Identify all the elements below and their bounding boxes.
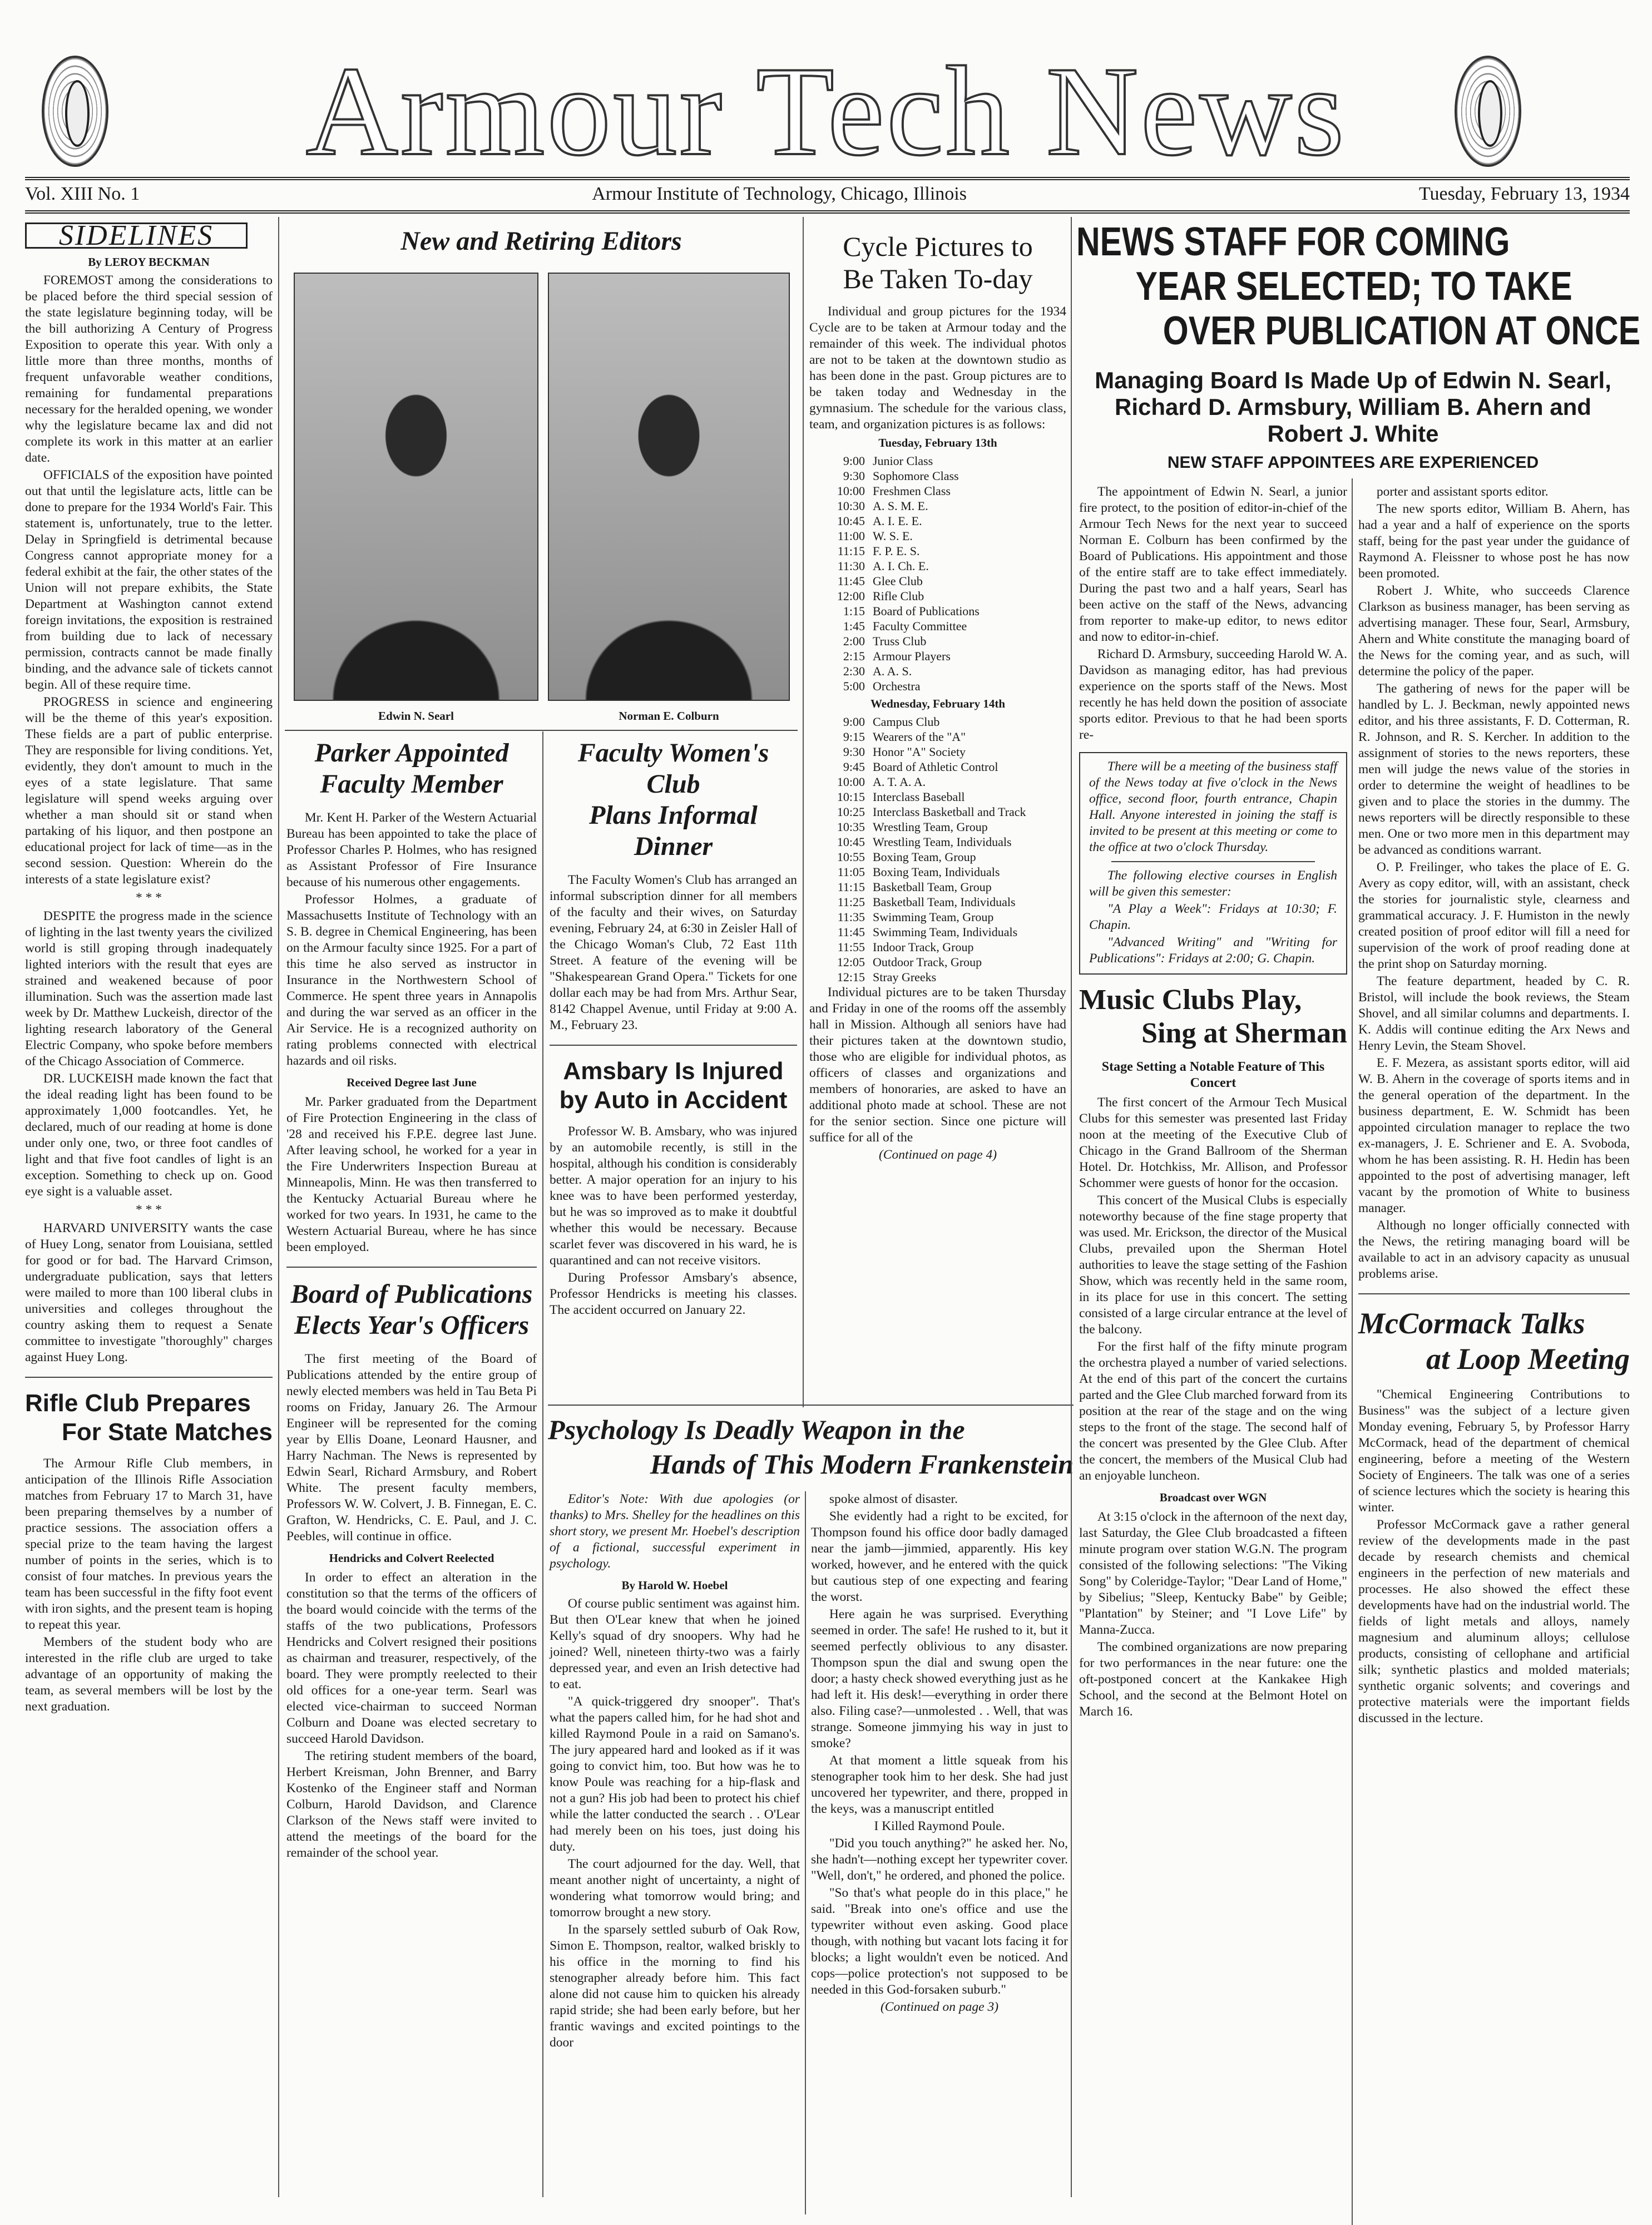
news-staff-headline bbox=[1076, 220, 1641, 353]
schedule-time: 10:35 bbox=[837, 820, 865, 834]
headline-line: Board of Publications bbox=[290, 1279, 533, 1309]
manuscript-title: I Killed Raymond Poule. bbox=[874, 1819, 1005, 1833]
paragraph: At 3:15 o'clock in the afternoon of the next day, last Saturday, the Glee Club broadcasted a fifteen minute program over station W.G.N. The program consisted of the following selections: "The Viking Song" by Coleridge-Taylor; "Dear Land of Home," by Sibelius; "Sleep, Kentucky Babe" by Geible; "Plantation" by Steiner; and "I Love Life" by Manna-Zucca. bbox=[1079, 1510, 1347, 1637]
schedule-group: Swimming Team, Group bbox=[873, 910, 994, 924]
editors-title: New and Retiring Editors bbox=[400, 226, 682, 256]
photo-norman-colburn bbox=[548, 273, 790, 701]
schedule-time: 10:25 bbox=[837, 805, 865, 819]
institution: Armour Institute of Technology, Chicago, Illinois bbox=[592, 184, 967, 204]
paragraph: O. P. Freilinger, who takes the place of E. G. Avery as copy editor, will, with an assistant, check the stories for journalistic style, clearness and grammatical accuracy. J. F. Humiston in the newly created position of proof editor will fill a need for supervision of the work of proof reading done at the print shop on Saturday morning. bbox=[1358, 860, 1630, 971]
schedule-time: 10:55 bbox=[837, 850, 865, 864]
paragraph: The new sports editor, William B. Ahern, has had a year and a half of experience on the sports staff, being for the past year under the guidance of Raymond A. Fleissner to whose post he has now been promoted. bbox=[1358, 502, 1630, 581]
schedule-row bbox=[826, 819, 1066, 834]
schedule-time: 10:15 bbox=[837, 790, 865, 804]
paragraph: Mr. Parker graduated from the Department of Fire Protection Engineering in the class of '28 and received his F.P.E. degree last June. After leaving school, he worked for a year in the Fire Underwriters Inspection Bureau at Minneapolis, Minn. He was then transferred to the Kentucky Actuarial Bureau where he worked for two years. In 1931, he came to the Western Actuarial Bureau, where he has since been employed. bbox=[286, 1095, 537, 1254]
schedule-time: 1:15 bbox=[843, 604, 865, 618]
paragraph: porter and assistant sports editor. bbox=[1376, 484, 1549, 499]
article-text bbox=[550, 1596, 800, 2051]
cycle-headline bbox=[809, 230, 1066, 295]
column-5 bbox=[1079, 484, 1347, 1721]
schedule-row bbox=[826, 729, 1066, 744]
schedule-group: Glee Club bbox=[873, 574, 923, 588]
headline-line: Be Taken To-day bbox=[843, 263, 1033, 294]
schedule-time: 11:05 bbox=[837, 865, 865, 879]
column-3 bbox=[550, 734, 797, 1319]
paragraph: In order to effect an alteration in the constitution so that the terms of the officers of the board would coincide with the terms of the staffs of the two publications, Professors Hendricks and Colvert resigned their positions as chairman and treasurer, respectively, of the board. They were promptly reelected to their old offices for a one-year term. Searl was elected vice-chairman to succeed Norman Colburn and Doane was elected secretary to succeed Harold Davidson. bbox=[286, 1570, 537, 1746]
column-rule bbox=[1352, 478, 1353, 2225]
schedule-row bbox=[826, 558, 1066, 573]
article-text bbox=[25, 908, 273, 1200]
schedule-group: F. P. E. S. bbox=[873, 544, 920, 558]
schedule-time: 1:45 bbox=[843, 619, 865, 633]
paragraph: DR. LUCKEISH made known the fact that the ideal reading light has been found to be approximately 1,000 footcandles. Yet, he declared, much of our reading at home is done under only one, two, or three foot candles of light and that five foot candles of light is an exception. Something to check up on. Good eye sight is a valuable asset. bbox=[25, 1071, 273, 1199]
paragraph: The feature department, headed by C. R. Bristol, will include the book reviews, the Steam Shovel, and all similar columns and departments. I. K. Addis will continue editing the Arx News and Henry Levin, the Steam Shovel. bbox=[1358, 974, 1630, 1053]
newspaper-title: Armour Tech News bbox=[305, 40, 1347, 182]
meeting-notice: There will be a meeting of the business staff of the News today at five o'clock in the News office, second floor, fourth entrance, Chapin Hall. Anyone interested in joining the staff is invited to be present at this meeting or come to the office at two o'clock Thursday. bbox=[1089, 759, 1337, 854]
psychology-column-2 bbox=[811, 1491, 1068, 2016]
schedule-row bbox=[826, 789, 1066, 804]
continued-note: (Continued on page 3) bbox=[880, 2000, 999, 2014]
headline-line: Hands of This Modern Frankenstein bbox=[650, 1448, 1074, 1480]
divider bbox=[1358, 1293, 1630, 1294]
article-text bbox=[1358, 1387, 1630, 1727]
paragraph: The appointment of Edwin N. Searl, a junior fire protect, to the position of editor-in-chief of the Armour Tech News for the next year to succeed Norman E. Colburn has been confirmed by the Board of Publications. His appointment and those of the entire staff are to take effect immediately. During the past two and a half years, Searl has been active on the staff of the News, advancing from reporter to make-up editor, to news editor and now to editor-in-chief. bbox=[1079, 484, 1347, 644]
schedule-time: 9:00 bbox=[843, 454, 865, 468]
divider bbox=[25, 1377, 273, 1378]
schedule-row bbox=[826, 679, 1066, 694]
paragraph: Although no longer officially connected with the News, the retiring managing board will be available to act in an advisory capacity as unusual problems arise. bbox=[1358, 1218, 1630, 1281]
schedule-row bbox=[826, 589, 1066, 604]
schedule-group: Sophomore Class bbox=[873, 469, 959, 483]
schedule-group: A. T. A. A. bbox=[873, 775, 926, 789]
schedule-time: 10:30 bbox=[837, 499, 865, 513]
divider bbox=[548, 1405, 1074, 1406]
article-text bbox=[286, 1570, 537, 1861]
paragraph: FOREMOST among the considerations to be placed before the third special session of the state legislature beginning today, will be the bill authorizing A Century of Progress Exposition to operate this year. With only a little more than three months, months of frequent unfavorable weather conditions, remaining for fundamental preparations necessary for the heralded opening, we wonder why the legislature became lax and did not complete its work in this matter at an earlier date. bbox=[25, 273, 273, 465]
column-rule bbox=[1071, 217, 1072, 2197]
schedule-day: Wednesday, February 14th bbox=[870, 697, 1006, 710]
schedule-row bbox=[826, 744, 1066, 759]
schedule-row bbox=[826, 498, 1066, 513]
headline-line: Psychology Is Deadly Weapon in the bbox=[548, 1414, 965, 1445]
subhead: Broadcast over WGN bbox=[1159, 1491, 1267, 1504]
paragraph: DESPITE the progress made in the science of lighting in the last twenty years the civilized world is still groping through inadequately lighted interiors with the result that eyes are strained and weakened because of poor illumination. Such was the assertion made last week by Dr. Matthew Luckeish, director of the lighting research laboratory of the General Electric Company, who spoke before members of the Chicago Association of Commerce. bbox=[25, 909, 273, 1069]
schedule-group: Rifle Club bbox=[873, 589, 924, 603]
schedule-group: Wearers of the "A" bbox=[873, 730, 966, 744]
photo-caption: Edwin N. Searl bbox=[378, 709, 454, 723]
paragraph: Members of the student body who are interested in the rifle club are urged to take advantage of an opportunity of making the team, as several members will be lost by the next graduation. bbox=[25, 1635, 273, 1714]
article-text bbox=[1079, 1095, 1347, 1484]
schedule-row bbox=[826, 543, 1066, 558]
paragraph: The first meeting of the Board of Publications attended by the entire group of newly elected members was held in Tau Beta Pi rooms on Friday, January 26. The Armour Engineer will be represented for the coming year by Ellis Doane, Leonard Hausner, and Harry Nachman. The News is represented by Edwin Searl, Richard Armsbury, and Robert White. The present faculty members, Professors W. W. Colvert, J. B. Finnegan, E. C. Grafton, W. Hendricks, C. E. Paul, and J. C. Peebles, will continue in office. bbox=[286, 1352, 537, 1544]
schedule-group: Armour Players bbox=[873, 649, 951, 663]
schedule-group: Board of Publications bbox=[873, 604, 980, 618]
paragraph: During Professor Amsbary's absence, Professor Hendricks is meeting his classes. The accident occurred on January 22. bbox=[550, 1270, 797, 1317]
column-2 bbox=[286, 734, 537, 1862]
paragraph: She evidently had a right to be excited, for Thompson found his office door badly damaged near the jamb—jimmied, apparently. His key worked, however, and he entered with the quick but cautious step of one expecting and fearing the worst. bbox=[811, 1509, 1068, 1604]
divider bbox=[25, 177, 1630, 180]
schedule-time: 9:15 bbox=[843, 730, 865, 744]
schedule-group: Wrestling Team, Group bbox=[873, 820, 988, 834]
schedule-row bbox=[826, 834, 1066, 849]
article-text bbox=[286, 810, 537, 1069]
mccormack-headline bbox=[1358, 1306, 1630, 1377]
paragraph: The retiring student members of the board, Herbert Kreisman, John Brenner, and Barry Kostenko of the Engineer staff and Norman Colburn, Harold Davidson, and Clarence Clarkson of the News staff were invited to attend the meetings of the board for the remainder of the school year. bbox=[286, 1749, 537, 1860]
headline-line: at Loop Meeting bbox=[1426, 1342, 1630, 1376]
music-headline bbox=[1079, 983, 1347, 1050]
paragraph: The gathering of news for the paper will be handled by L. J. Beckman, newly appointed news editor, and his three assistants, F. D. Cotterman, R. R. Johnson, and R. S. Kercher. In addition to the assignment of stories to the news reporters, these men will judge the news value of the stories in order to determine the weight of headlines to be given and to place the stories in the dummy. The news reporters will be directly responsible to these men. One or two more men in this department may be advanced as conditions warrant. bbox=[1358, 681, 1630, 857]
paragraph: The Armour Rifle Club members, in anticipation of the Illinois Rifle Association matches from February 17 to March 31, have been preparing themselves by a number of practice sessions. The association offers a special prize to the team having the largest number of points in the series, which is to consist of four matches. In previous years the team has been successful in the fifty foot event with iron sights, and the present team is hoping to repeat this year. bbox=[25, 1456, 273, 1632]
schedule-time: 12:15 bbox=[837, 970, 865, 984]
paragraph: "A Play a Week": Fridays at 10:30; F. Chapin. bbox=[1089, 902, 1337, 932]
headline-line: Faculty Member bbox=[320, 769, 503, 799]
schedule-time: 11:35 bbox=[837, 910, 865, 924]
headline-line: YEAR SELECTED; TO TAKE bbox=[1135, 264, 1572, 309]
paragraph: PROGRESS in science and engineering will be the theme of this year's exposition. These fields are a part of public enterprise. They are responsible for living conditions. Yet, evidently, they don't amount to much in the eyes of a state legislature. That same legislature will spend weeks arguing over whether a man should sit or stand when partaking of his liquor, and then postpone an educational project for lack of time—as in the second session. Question: Wherein do the interests of a state legislature exist? bbox=[25, 695, 273, 887]
separator: * * * bbox=[136, 891, 162, 905]
article-text bbox=[811, 1836, 1068, 1998]
psychology-column-1 bbox=[550, 1491, 800, 2052]
schedule-time: 11:00 bbox=[837, 529, 865, 543]
paragraph: spoke almost of disaster. bbox=[829, 1492, 958, 1506]
schedule-row bbox=[826, 513, 1066, 528]
schedule-group: Campus Club bbox=[873, 715, 940, 729]
paragraph: Mr. Kent H. Parker of the Western Actuarial Bureau has been appointed to take the place of Professor Charles P. Holmes, who has resigned as Assistant Professor of Fire Insurance because of his numerous other engagements. bbox=[286, 810, 537, 889]
paragraph: Professor McCormack gave a rather general review of the developments made in the past decade by research chemists and chemical engineers in the perfection of new materials and processes. He also showed the effect these developments have had on the industrial world. The fields of light metals and alloys, namely magnesium and aluminum alloys; cellulose products, consisting of cellophane and artificial silk; synthetic plastics and molded materials; synthetic organic solvents; and coverings and protective materials were the important fields discussed in the lecture. bbox=[1358, 1517, 1630, 1725]
column-6 bbox=[1358, 484, 1630, 1728]
headline-line: Plans Informal Dinner bbox=[589, 800, 758, 861]
schedule-time: 10:00 bbox=[837, 775, 865, 789]
byline: By LEROY BECKMAN bbox=[88, 255, 210, 269]
schedule-row bbox=[826, 664, 1066, 679]
headline-line: Faculty Women's Club bbox=[577, 738, 769, 799]
schedule-row bbox=[826, 759, 1066, 774]
schedule-row bbox=[826, 483, 1066, 498]
schedule-time: 11:55 bbox=[837, 940, 865, 954]
continued-note: (Continued on page 4) bbox=[878, 1148, 997, 1162]
subhead: Received Degree last June bbox=[347, 1076, 477, 1089]
paragraph: For the first half of the fifty minute program the orchestra played a number of varied selections. At the end of this part of the concert the curtains parted and the Glee Club marched forward from its position at the rear of the stage and on the wing steps to the front of the stage. The second half of the concert was presented by the Glee Club. After the concert, the members of the Musical Club had an enjoyable luncheon. bbox=[1079, 1339, 1347, 1483]
schedule-group: Wrestling Team, Individuals bbox=[873, 835, 1012, 849]
paragraph: Professor Holmes, a graduate of Massachusetts Institute of Technology with an S. B. degree in Chemical Engineering, has been on the Armour faculty since 1925. For a part of this time he also served as instructor in Insurance in the Northwestern School of Commerce. He spent three years in Annapolis and during the war served as an officer in the Air Service. He is a recognized authority on rating problems connected with electrical hazards and oil risks. bbox=[286, 892, 537, 1068]
headline-line: by Auto in Accident bbox=[559, 1086, 788, 1114]
schedule-group: Boxing Team, Group bbox=[873, 850, 976, 864]
schedule-group: Indoor Track, Group bbox=[873, 940, 974, 954]
schedule-group: Outdoor Track, Group bbox=[873, 955, 982, 969]
article-text bbox=[286, 1094, 537, 1255]
paragraph: This concert of the Musical Clubs is especially noteworthy because of the fine stage property that was used. Mr. Erickson, the director of the Musical Clubs, prevailed upon the Sherman Hotel authorities to leave the stage setting of the Fashion Show, which was recently held in the same room, in its place for use in this concert. The setting consisted of a large circular entrance at the level of the balcony. bbox=[1079, 1193, 1347, 1337]
article-text bbox=[1089, 868, 1337, 967]
schedule-group: W. S. E. bbox=[873, 529, 913, 543]
schedule-group: Truss Club bbox=[873, 634, 927, 648]
article-text bbox=[550, 1124, 797, 1318]
column-rule bbox=[805, 1491, 806, 2214]
schedule-row bbox=[826, 894, 1066, 909]
news-staff-subhead: NEW STAFF APPOINTEES ARE EXPERIENCED bbox=[1167, 453, 1539, 472]
article-text bbox=[1079, 1509, 1347, 1720]
parker-headline bbox=[286, 738, 537, 800]
article-text bbox=[1079, 484, 1347, 743]
paragraph: In the sparsely settled suburb of Oak Row, Simon E. Thompson, realtor, walked briskly to his office in the morning to find his stenographer already before him. This fact alone did not cause him to quicken his already rapid stride; she had been early before, but her frantic wavings and excited pointings to the door bbox=[550, 1922, 800, 2050]
schedule-group: A. I. E. E. bbox=[873, 514, 922, 528]
amsbary-headline bbox=[550, 1057, 797, 1115]
schedule-group: A. A. S. bbox=[873, 664, 912, 678]
subhead: Hendricks and Colvert Reelected bbox=[329, 1551, 494, 1565]
schedule-row bbox=[826, 909, 1066, 924]
schedule-row bbox=[826, 864, 1066, 879]
headline-line: For State Matches bbox=[62, 1418, 273, 1446]
schedule-time: 10:00 bbox=[837, 484, 865, 498]
dateline bbox=[25, 184, 1630, 205]
rifle-club-headline bbox=[25, 1389, 273, 1447]
psychology-headline bbox=[548, 1412, 1074, 1481]
schedule-time: 10:45 bbox=[837, 835, 865, 849]
volume-number: Vol. XIII No. 1 bbox=[25, 184, 140, 204]
schedule-group: Board of Athletic Control bbox=[873, 760, 998, 774]
paragraph: Individual pictures are to be taken Thursday and Friday in one of the rooms off the assembly hall in Mission. Although all seniors have had their pictures taken at the downtown studio, those who are eligible for individual photos, as officers of classes and organizations and members of honoraries, are asked to have an additional photo made at school. These are not for the senior section. Since one picture will suffice for all of the bbox=[809, 985, 1066, 1145]
article-text bbox=[1358, 484, 1630, 1282]
photo-schedule bbox=[809, 453, 1066, 694]
schedule-row bbox=[826, 604, 1066, 619]
schedule-time: 2:15 bbox=[843, 649, 865, 663]
paragraph: The court adjourned for the day. Well, that meant another night of uncertainty, a night of wondering what tomorrow would bring; and tomorrow brought a new story. bbox=[550, 1857, 800, 1920]
schedule-time: 9:00 bbox=[843, 715, 865, 729]
schedule-row bbox=[826, 970, 1066, 985]
schedule-time: 2:30 bbox=[843, 664, 865, 678]
headline-line: Sing at Sherman bbox=[1141, 1017, 1347, 1049]
paragraph: HARVARD UNIVERSITY wants the case of Huey Long, senator from Louisiana, settled for good or for bad. The Harvard Crimson, undergraduate publication, says that letters were mailed to more than 100 liberal clubs in universities and colleges throughout the country asking them to request a Senate committee to investigate "thoroughly" charges against Huey Long. bbox=[25, 1221, 273, 1364]
photo-schedule bbox=[809, 714, 1066, 985]
notice-box bbox=[1079, 752, 1347, 975]
divider bbox=[550, 1045, 797, 1046]
schedule-time: 12:05 bbox=[837, 955, 865, 969]
photo-edwin-searl bbox=[294, 273, 538, 701]
schedule-row bbox=[826, 804, 1066, 819]
divider bbox=[1111, 861, 1315, 862]
article-text bbox=[25, 1456, 273, 1715]
schedule-group: Freshmen Class bbox=[873, 484, 951, 498]
schedule-group: Honor "A" Society bbox=[873, 745, 966, 759]
editors-note: Editor's Note: With due apologies (or thanks) to Mrs. Shelley for the headlines on this short story, we present Mr. Hoebel's description of a fictional, successful experiment in psychology. bbox=[550, 1492, 800, 1571]
paragraph: "Chemical Engineering Contributions to Business" was the subject of a lecture given Monday evening, February 5, by Professor Harry McCormack, head of the department of chemical engineering, before a meeting of the Western Society of Engineers. The talk was one of a series of science lectures which the society is hearing this winter. bbox=[1358, 1387, 1630, 1515]
paragraph: Here again he was surprised. Everything seemed in order. The safe! He rushed to it, but it seemed perfectly oblivious to any disaster. Thompson spun the dial and swung open the door; a hasty check showed everything just as he had left it. His desk!—everything in order there also. Filing case?—unmolested . . Well, that was strange. Someone jimmying his way in just to smoke? bbox=[811, 1607, 1068, 1751]
column-rule bbox=[278, 217, 279, 2197]
paragraph: "Advanced Writing" and "Writing for Publications": Fridays at 2:00; G. Chapin. bbox=[1089, 935, 1337, 966]
article-text bbox=[550, 872, 797, 1034]
paragraph: The combined organizations are now preparing for two performances in the near future: one the oft-postponed concert at the Kankakee High School, and the second at the Belmont Hotel on March 16. bbox=[1079, 1640, 1347, 1719]
schedule-day: Tuesday, February 13th bbox=[878, 436, 997, 449]
photo-caption: Norman E. Colburn bbox=[619, 709, 719, 723]
headline-line: Parker Appointed bbox=[314, 738, 509, 768]
article-text bbox=[811, 1491, 1068, 1817]
schedule-row bbox=[826, 649, 1066, 664]
column-4 bbox=[809, 222, 1066, 1164]
paragraph: "A quick-triggered dry snooper". That's what the papers called him, for he had shot and killed Raymond Poule in a raid on Samano's. The jury appeared hard and looked as if it was going to convict him, too. But how was he to know Poule was reaching for a hip-flask and not a gun? His job had been to protect his chief while the latter conducted the search . . O'Lear had merely been on his toes, just doing his duty. bbox=[550, 1694, 800, 1854]
schedule-row bbox=[826, 955, 1066, 970]
schedule-time: 11:15 bbox=[837, 880, 865, 894]
schedule-row bbox=[826, 468, 1066, 483]
paragraph: OFFICIALS of the exposition have pointed out that until the legislature acts, little can be done to prepare for the 1934 World's Fair. This statement is, unfortunately, true to the letter. Delay in Springfield is detrimental because Congress cannot appropriate money for a federal exhibit at the fair, the other states of the Union will not prepare exhibits, the State Department at Washington cannot extend foreign invitations, the exposition is restrained from building due to lack of necessary permission, contracts cannot be made finally binding, and the advance sale of tickets cannot begin. All of these require time. bbox=[25, 468, 273, 692]
schedule-time: 9:45 bbox=[843, 760, 865, 774]
schedule-row bbox=[826, 453, 1066, 468]
paragraph: The first concert of the Armour Tech Musical Clubs for this semester was presented last Friday noon at the meeting of the Executive Club of Chicago in the Grand Ballroom of the Sherman Hotel. Dr. Hotchkiss, Mr. Allison, and Professor Schommer were guests of honor for the occasion. bbox=[1079, 1095, 1347, 1190]
paragraph: E. F. Mezera, as assistant sports editor, will aid W. B. Ahern in the coverage of sports items and in the general operation of the department. In the business department, E. W. Schmidt has been appointed circulation manager to replace the two ex-managers, J. E. Schriener and E. A. Svoboda, whom he has been assisting. R. H. Hedin has been appointed to the post of advertising manager, left vacant by the promotion of White to business manager. bbox=[1358, 1056, 1630, 1215]
schedule-row bbox=[826, 634, 1066, 649]
schedule-group: Swimming Team, Individuals bbox=[873, 925, 1018, 939]
schedule-time: 11:45 bbox=[837, 925, 865, 939]
paragraph: Professor W. B. Amsbary, who was injured by an automobile recently, is still in the hospital, although his condition is considerably better. A major operation for an injury to his knee was to have been performed yesterday, but he was so improved as to make it doubtful whether this would be necessary. Because scarlet fever was discovered in his ward, he is quarantined and can not receive visitors. bbox=[550, 1124, 797, 1268]
divider bbox=[285, 730, 798, 731]
column-rule bbox=[542, 731, 543, 2197]
schedule-group: Interclass Baseball bbox=[873, 790, 965, 804]
paragraph: "So that's what people do in this place," he said. "Break into one's office and use the typewriter without even asking. Good place though, with nothing but vacant lots facing it for blocks; a light wouldn't even be noticed. And cops—police protection's not supposed to be needed in this God-forsaken suburb." bbox=[811, 1886, 1068, 1997]
schedule-row bbox=[826, 774, 1066, 789]
schedule-group: Basketball Team, Individuals bbox=[873, 895, 1016, 909]
music-deck: Stage Setting a Notable Feature of This Concert bbox=[1101, 1060, 1325, 1090]
paragraph: Of course public sentiment was against him. But then O'Lear knew that when he joined Kelly's squad of dry snoopers. Why had he joined? Well, nineteen thirty-two was a fairly depressed year, and even an Irish detective had to eat. bbox=[550, 1596, 800, 1692]
article-text bbox=[809, 304, 1066, 433]
separator: * * * bbox=[136, 1203, 162, 1217]
headline-line: Music Clubs Play, bbox=[1079, 984, 1302, 1016]
schedule-group: Orchestra bbox=[873, 679, 921, 693]
schedule-time: 11:30 bbox=[837, 559, 865, 573]
paragraph: Individual and group pictures for the 1934 Cycle are to be taken at Armour today and the remainder of this week. The individual photos are not to be taken at the downtown studio as has been done in the past. Group pictures are to be taken today and Wednesday in the gymnasium. The schedule for the various class, team, and organization pictures is as follows: bbox=[809, 304, 1066, 432]
womens-club-headline bbox=[550, 738, 797, 862]
headline-line: Cycle Pictures to bbox=[843, 231, 1033, 262]
headline-line: Amsbary Is Injured bbox=[563, 1057, 784, 1085]
article-text bbox=[25, 273, 273, 888]
schedule-time: 9:30 bbox=[843, 469, 865, 483]
byline: By Harold W. Hoebel bbox=[621, 1579, 728, 1592]
schedule-row bbox=[826, 528, 1066, 543]
paragraph: Robert J. White, who succeeds Clarence Clarkson as business manager, has been serving as advertising manager. These four, Searl, Armsbury, Ahern and White constitute the managing board of the News for the coming year, and as such, will determine the policy of the paper. bbox=[1358, 584, 1630, 679]
sidelines-title: SIDELINES bbox=[25, 222, 248, 249]
schedule-time: 10:45 bbox=[837, 514, 865, 528]
schedule-row bbox=[826, 619, 1066, 634]
schedule-group: Interclass Basketball and Track bbox=[873, 805, 1026, 819]
column-1 bbox=[25, 222, 273, 1716]
schedule-time: 11:25 bbox=[837, 895, 865, 909]
schedule-row bbox=[826, 849, 1066, 864]
paragraph: Richard D. Armsbury, succeeding Harold W. A. Davidson as managing editor, has had previous experience on the sports staff of the News. Most recently he has held down the position of associate sports editor. Previous to that he had been sports re- bbox=[1079, 647, 1347, 742]
news-staff-deck: Managing Board Is Made Up of Edwin N. Searl, Richard D. Armsbury, William B. Ahern and Robert J. White bbox=[1095, 367, 1611, 447]
issue-date: Tuesday, February 13, 1934 bbox=[1418, 184, 1630, 204]
headline-line: Elects Year's Officers bbox=[294, 1311, 530, 1340]
headline-line: OVER PUBLICATION AT ONCE bbox=[1163, 309, 1641, 353]
board-headline bbox=[286, 1279, 537, 1341]
schedule-time: 2:00 bbox=[843, 634, 865, 648]
headline-line: McCormack Talks bbox=[1358, 1307, 1585, 1340]
schedule-row bbox=[826, 940, 1066, 955]
schedule-group: Basketball Team, Group bbox=[873, 880, 992, 894]
headline-line: Rifle Club Prepares bbox=[25, 1390, 251, 1417]
paragraph: The following elective courses in English will be given this semester: bbox=[1089, 868, 1337, 899]
schedule-time: 11:15 bbox=[837, 544, 865, 558]
schedule-group: A. S. M. E. bbox=[873, 499, 928, 513]
schedule-time: 9:30 bbox=[843, 745, 865, 759]
headline-line: NEWS STAFF FOR COMING bbox=[1076, 220, 1510, 264]
schedule-row bbox=[826, 714, 1066, 729]
paragraph: "Did you touch anything?" he asked her. No, she hadn't—nothing except her typewriter cover. "Well, don't," he ordered, and phoned the police. bbox=[811, 1836, 1068, 1883]
schedule-group: A. I. Ch. E. bbox=[873, 559, 929, 573]
divider bbox=[25, 210, 1630, 214]
schedule-group: Boxing Team, Individuals bbox=[873, 865, 1000, 879]
schedule-time: 12:00 bbox=[837, 589, 865, 603]
article-text bbox=[809, 985, 1066, 1146]
schedule-group: Faculty Committee bbox=[873, 619, 967, 633]
paragraph: The Faculty Women's Club has arranged an informal subscription dinner for all members of the faculty and their wives, on Saturday evening, February 24, at 6:30 in Zeisler Hall of the Chicago Woman's Club, 72 East 11th Street. A feature of the evening will be "Shakespearean Grand Opera." Tickets for one dollar each may be had from Mrs. Arthur Sear, 8142 Chappel Avenue, until Friday at 9:00 A. M., February 23. bbox=[550, 873, 797, 1032]
column-rule bbox=[803, 217, 804, 1407]
schedule-row bbox=[826, 879, 1066, 894]
schedule-time: 11:45 bbox=[837, 574, 865, 588]
divider bbox=[286, 1267, 537, 1268]
schedule-row bbox=[826, 924, 1066, 940]
article-text bbox=[25, 1220, 273, 1366]
schedule-row bbox=[826, 573, 1066, 589]
schedule-group: Junior Class bbox=[873, 454, 933, 468]
article-text bbox=[286, 1351, 537, 1545]
paragraph: At that moment a little squeak from his stenographer took him to her desk. She had just uncovered her typewriter, and there, propped in the keys, was a manuscript entitled bbox=[811, 1753, 1068, 1816]
schedule-group: Stray Greeks bbox=[873, 970, 937, 984]
schedule-time: 5:00 bbox=[843, 679, 865, 693]
